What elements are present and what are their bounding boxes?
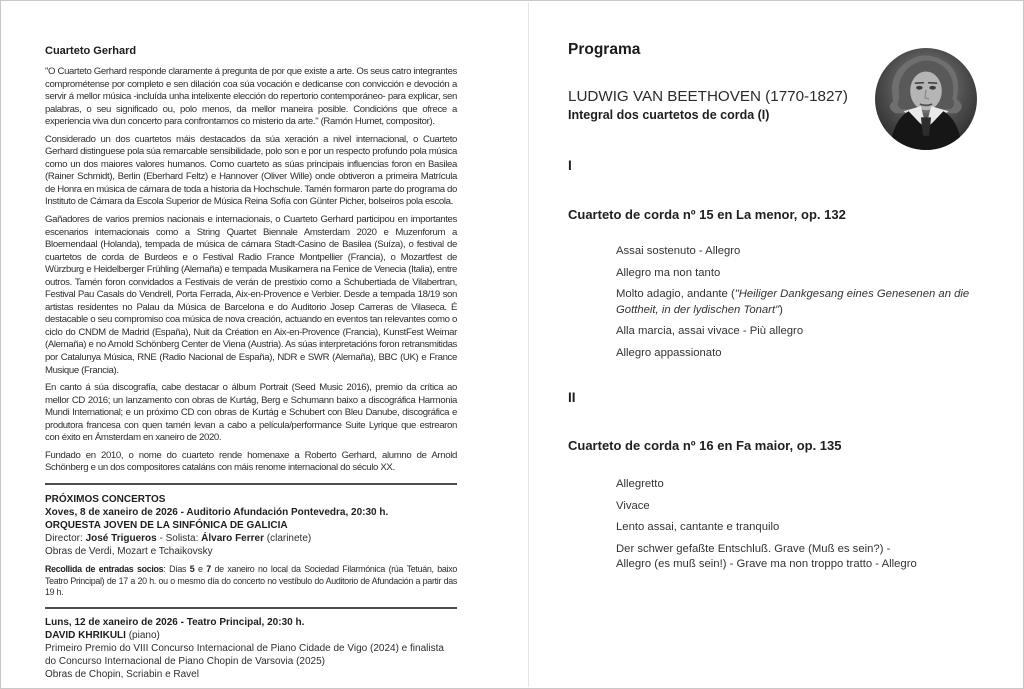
- section-rule: [45, 483, 457, 485]
- note-day: 7: [206, 563, 211, 574]
- movement-subtitle-italic: "Heiliger Dankgesang eines Genesenen an die: [734, 288, 970, 301]
- work2-title: Cuarteto de corda nº 16 en Fa maior, op. 135: [568, 438, 842, 453]
- soloist-instrument: (clarinete): [263, 532, 312, 544]
- page-fold-divider: [528, 2, 529, 687]
- movement-item: Vivace: [616, 499, 650, 512]
- performer-name: DAVID KHRIKULI: [45, 629, 126, 641]
- movement-item: Allegretto: [616, 478, 664, 490]
- movement-item: Allegro appassionato: [616, 347, 722, 360]
- bio-paragraph: Fundado en 2010, o nome do cuarteto rende homenaxe a Roberto Gerhard, alumno de Arnold Schönberg e un dos compositores cataláns con máis renome internacional do século XX.: [45, 449, 457, 474]
- concert1-roles: [45, 532, 457, 545]
- director-name: José Trigueros: [85, 532, 157, 544]
- left-page: [45, 45, 457, 681]
- note-label: Recollida de entradas socios: [45, 563, 164, 574]
- work1-movements: [616, 244, 991, 368]
- beethoven-portrait-icon: [875, 48, 977, 150]
- movement-item: Allegro ma non tanto: [616, 266, 721, 279]
- concert2-bio-line: Primeiro Premio do VIII Concurso Internacional de Piano Cidade de Vigo (2024) e finalista: [45, 642, 444, 654]
- note-text: : Días: [163, 563, 190, 574]
- note-day: 5: [189, 563, 195, 574]
- concert2-block: [45, 616, 457, 681]
- work2-movements: [616, 477, 991, 579]
- soloist-label: - Solista:: [156, 532, 202, 544]
- movement-item: [616, 287, 991, 317]
- concert1-ensemble: ORQUESTA JOVEN DE LA SINFÓNICA DE GALICIA: [45, 519, 288, 531]
- note-text: de xaneiro no local da Sociedad Filarmónica (rúa Tetuán, baixo Teatro Principal) de 17 a 20 h. ou o mesmo día do concerto no vestíbulo do Auditorio de Afundación a partir das 19 h.: [45, 563, 457, 598]
- movement-item: [616, 542, 991, 572]
- movement-text: Allegro (es muß sein!) - Grave ma non troppo tratto - Allegro: [616, 558, 917, 571]
- ensemble-title: Cuarteto Gerhard: [45, 45, 137, 57]
- work1-title: Cuarteto de corda nº 15 en La menor, op. 132: [568, 207, 846, 222]
- composer-name: LUDWIG VAN BEETHOVEN (1770-1827): [568, 88, 848, 105]
- part2-numeral: II: [568, 390, 576, 405]
- bio-paragraph: Gañadores de varios premios nacionais e internacionais, o Cuarteto Gerhard participou en importantes escenarios internacionais como a String Quartet Biennale Amsterdam 2020 e Muzenforum a Bloemendaal (Holanda), tempada de música de cámara Stadt-Casino de Basilea (Suíza), o festival de cuartetos de corda de Burdeos e o Festival Radio France Montpellier (Francia), o Mozartfest de Würzburg e Heidelberger Frühling (Alemaña) e tempada Musikamera na Fenice de Venecia (Italia), entre outros. Tamén foron convidados a Festivais de verán de prestixio como a Schubertiada de Vilabertran, Festival Pau Casals do Vendrell, Porta Ferrada, Aix-en-Provence e Verbier. Desde a tempada 18/19 son artistas residentes no Palau da Música de Barcelona e do Auditorio Josep Carreras de Vilaseca. É destacable o seu compromiso coa música de nova creación, actuando en eventos tan relevantes como o ciclo do CNDM de Madrid (España), Nuit da Création en Aix-en-Provence (Francia), KunstFest Weimar (Alemaña) e no Arnold Schönberg Center de Viena (Austria). As súas interpretacións foron retransmitidas por Catalunya Música, RNE (Radio Nacional de España), NDR e SWR (Alemaña), BBC (UK) e France Musique (Francia).: [45, 214, 457, 376]
- movement-text: Der schwer gefaßte Entschluß. Grave (Muß es sein?) -: [616, 543, 891, 556]
- bio-paragraph: "O Cuarteto Gerhard responde claramente á pregunta de por que existe a arte. Os seus catro integrantes comprométense por completo e sen dilación coa súa vocación e dedicanse con convicción e devoción a servir á mellor música -incluída unha intelixente elección do repertorio contemporáneo- para explicar, sen palabras, o seu significado ou, polo menos, da mellor maneira posible. Condicións que ofrece a experiencia viva dun concerto para confrontarnos co misterio da arte." (Ramón Humet, compositor).: [45, 66, 457, 128]
- upcoming-concerts-heading: PRÓXIMOS CONCERTOS: [45, 493, 166, 505]
- concert2-dateline: Luns, 12 de xaneiro de 2026 - Teatro Principal, 20:30 h.: [45, 616, 305, 628]
- movement-item: Assai sostenuto - Allegro: [616, 245, 741, 257]
- upcoming-concerts-section: [45, 493, 457, 681]
- movement-item: Alla marcia, assai vivace - Più allegro: [616, 325, 804, 338]
- programa-heading: Programa: [568, 41, 641, 58]
- concert2-works: Obras de Chopin, Scriabin e Ravel: [45, 668, 199, 680]
- bio-paragraph: En canto á súa discografía, cabe destacar o álbum Portrait (Seed Music 2016), premio da crítica ao mellor CD 2016; un lanzamento con obras de Kurtág, Berg e Schumann baixo a discográfica Harmonia Mundi International; e un próximo CD con obras de Kurtág e Schubert con Bleu Danube, discográfica e produtora francesa con quen tamén levan a cabo a película/performance Suite Lyrique que estrearon con éxito en Ámsterdam en xaneiro de 2020.: [45, 382, 457, 444]
- movement-subtitle-italic: Gottheit, in der lydischen Tonart": [616, 303, 780, 316]
- director-label: Director:: [45, 532, 86, 544]
- performer-instrument: (piano): [125, 629, 160, 641]
- concert1-dateline: Xoves, 8 de xaneiro de 2026 - Auditorio Afundación Pontevedra, 20:30 h.: [45, 506, 389, 518]
- soloist-name: Álvaro Ferrer: [201, 532, 264, 544]
- movement-text: Molto adagio, andante (: [616, 288, 735, 301]
- movement-text: ): [779, 303, 783, 316]
- bio-paragraph: Considerado un dos cuartetos máis destacados da súa xeración a nivel internacional, o Cuarteto Gerhard distinguese pola súa remarcable sensibilidade, polo son e por un respecto profundo pola música como un dos maiores valores humanos. Como cuarteto as súas principais influencias foron en Basilea (Rainer Schmidt), Berlin (Eberhard Feltz) e Hannover (Oliver Wille) onde obtiveron a primeira Matrícula de Honra en música de cámara de toda a historia da Hochschule. Tamén formaron parte do programa do Instituto de Cámara da Escola Superior de Música Reina Sofía con Günter Picher, bolseiros pola escola.: [45, 133, 457, 208]
- series-subtitle: Integral dos cuartetos de corda (I): [568, 108, 770, 122]
- concert1-works: Obras de Verdi, Mozart e Tchaikovsky: [45, 545, 213, 557]
- note-text: e: [194, 563, 207, 574]
- ticket-pickup-note: [45, 564, 457, 599]
- part1-numeral: I: [568, 158, 572, 173]
- concert2-bio-line: do Concurso Internacional de Piano Chopin de Varsovia (2025): [45, 655, 325, 667]
- concert2-performer-line: [45, 629, 457, 642]
- movement-item: Lento assai, cantante e tranquilo: [616, 521, 780, 534]
- section-rule: [45, 607, 457, 609]
